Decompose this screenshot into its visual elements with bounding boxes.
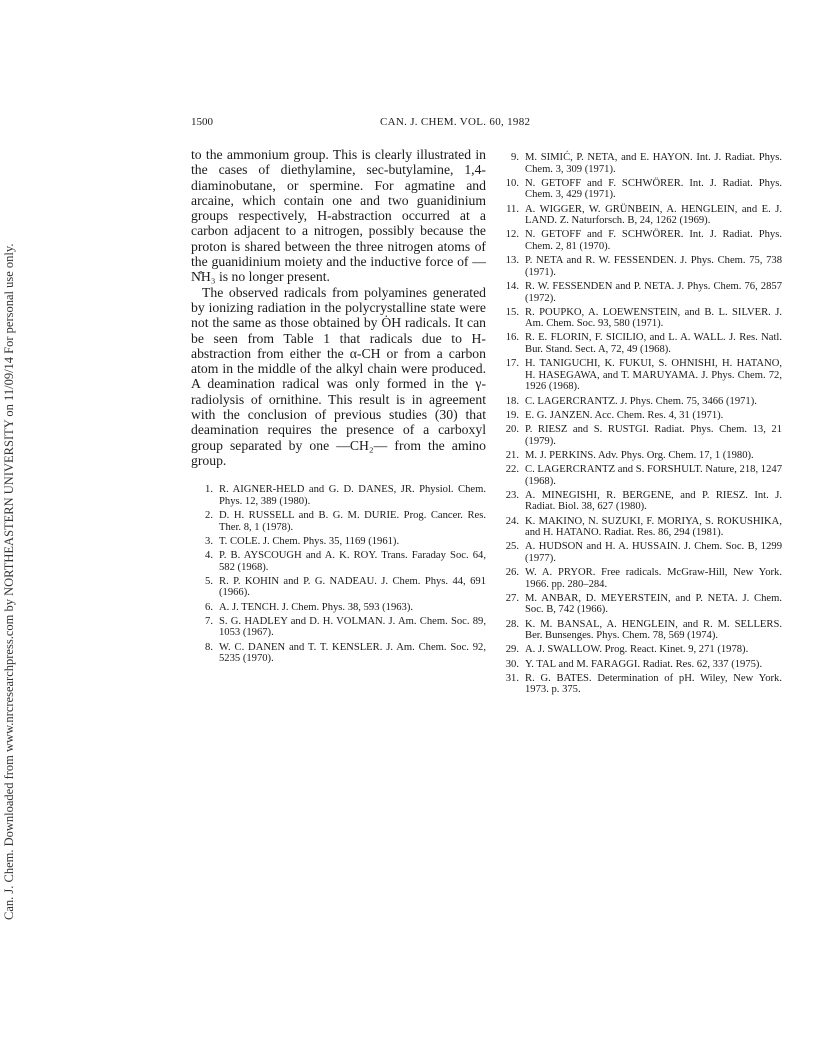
reference-number: 23. xyxy=(505,489,519,501)
reference-text: A. HUDSON and H. A. HUSSAIN. J. Chem. Soc. B, 1299 (1977). xyxy=(525,541,782,564)
reference-item xyxy=(497,358,782,393)
reference-number: 24. xyxy=(505,515,519,527)
reference-text: R. G. BATES. Determination of pH. Wiley, New York. 1973. p. 375. xyxy=(525,672,782,696)
reference-text: M. ANBAR, D. MEYERSTEIN, and P. NETA. J. Chem. Soc. B, 742 (1966). xyxy=(525,592,782,616)
reference-number: 21. xyxy=(505,449,519,461)
reference-number: 14. xyxy=(505,280,519,292)
reference-item xyxy=(497,619,782,642)
reference-item xyxy=(497,516,782,539)
download-watermark-text: Can. J. Chem. Downloaded from www.nrcresearchpress.com by NORTHEASTERN UNIVERSITY on 11/09/14 For personal use only. xyxy=(2,243,16,920)
reference-number: 31. xyxy=(505,672,519,684)
reference-item xyxy=(497,464,782,487)
reference-item xyxy=(497,659,782,671)
reference-number: 7. xyxy=(205,615,213,627)
reference-item xyxy=(191,510,486,533)
reference-text: P. NETA and R. W. FESSENDEN. J. Phys. Chem. 75, 738 (1971). xyxy=(525,255,782,278)
reference-item xyxy=(497,644,782,656)
reference-item xyxy=(497,332,782,355)
reference-item xyxy=(497,229,782,252)
reference-text: R. E. FLORIN, F. SICILIO, and L. A. WALL. J. Res. Natl. Bur. Stand. Sect. A, 72, 49 (1968). xyxy=(525,332,782,356)
reference-text: R. W. FESSENDEN and P. NETA. J. Phys. Chem. 76, 2857 (1972). xyxy=(525,280,782,304)
reference-text: N. GETOFF and F. SCHWÖRER. Int. J. Radiat. Phys. Chem. 3, 429 (1971). xyxy=(525,177,782,201)
reference-number: 1. xyxy=(205,484,213,496)
body-paragraph-2: The observed radicals from polyamines generated by ionizing radiation in the polycrystalline state were not the same as those obtained by ȮH radicals. It can be seen from Table 1 that radicals due to H-abstraction from either the α-CH or from a carbon atom in the middle of the alkyl chain were produced. A deamination radical was only formed in the γ-radiolysis of ornithine. This result is in agreement with the conclusion of previous studies (30) that deamination requires the presence of a carboxyl group separated by one —CH₂— from the amino group. xyxy=(191,284,486,468)
reference-text: W. A. PRYOR. Free radicals. McGraw-Hill, New York. 1966. pp. 280–284. xyxy=(525,567,782,590)
reference-text: N. GETOFF and F. SCHWÖRER. Int. J. Radiat. Phys. Chem. 2, 81 (1970). xyxy=(525,229,782,252)
reference-number: 12. xyxy=(505,229,519,241)
reference-text: D. H. RUSSELL and B. G. M. DURIE. Prog. Cancer. Res. Ther. 8, 1 (1978). xyxy=(219,510,486,533)
reference-item xyxy=(497,178,782,201)
reference-text: E. G. JANZEN. Acc. Chem. Res. 4, 31 (1971). xyxy=(525,409,724,421)
reference-number: 8. xyxy=(205,641,213,653)
reference-number: 25. xyxy=(505,541,519,553)
reference-number: 9. xyxy=(511,152,519,163)
reference-number: 28. xyxy=(505,618,519,630)
reference-text: R. POUPKO, A. LOEWENSTEIN, and B. L. SILVER. J. Am. Chem. Soc. 93, 580 (1971). xyxy=(525,306,782,330)
reference-number: 15. xyxy=(505,306,519,318)
reference-item xyxy=(497,673,782,696)
reference-number: 20. xyxy=(505,424,519,435)
reference-number: 29. xyxy=(505,644,519,656)
reference-number: 22. xyxy=(505,463,519,475)
body-paragraph-1: to the ammonium group. This is clearly illustrated in the cases of diethylamine, sec-butylamine, 1,4-diaminobutane, or spermine. For agmatine and arcaine, which contain one and two guanidinium groups respectively, H-abstraction occurred at a carbon adjacent to a nitrogen, possibly because the proton is shared between the three nitrogen atoms of the guanidinium moiety and the inductive force of —N̊H₃ is no longer present. xyxy=(191,147,486,285)
reference-text: R. AIGNER-HELD and G. D. DANES, JR. Physiol. Chem. Phys. 12, 389 (1980). xyxy=(219,484,486,507)
reference-item xyxy=(497,410,782,422)
reference-number: 18. xyxy=(505,395,519,407)
reference-item xyxy=(497,396,782,408)
right-column xyxy=(497,152,782,699)
reference-item xyxy=(497,204,782,227)
reference-number: 11. xyxy=(506,203,519,215)
reference-text: H. TANIGUCHI, K. FUKUI, S. OHNISHI, H. HATANO, H. HASEGAWA, and T. MARUYAMA. J. Phys. Chem. 72, 1926 (1968). xyxy=(525,358,782,393)
reference-text: T. COLE. J. Chem. Phys. 35, 1169 (1961). xyxy=(219,535,400,547)
reference-text: A. MINEGISHI, R. BERGENE, and P. RIESZ. Int. J. Radiat. Biol. 38, 627 (1980). xyxy=(525,489,782,513)
reference-text: R. P. KOHIN and P. G. NADEAU. J. Chem. Phys. 44, 691 (1966). xyxy=(219,575,486,599)
reference-item xyxy=(191,576,486,599)
reference-text: K. M. BANSAL, A. HENGLEIN, and R. M. SELLERS. Ber. Bunsenges. Phys. Chem. 78, 569 (1974). xyxy=(525,618,782,642)
reference-text: S. G. HADLEY and D. H. VOLMAN. J. Am. Chem. Soc. 89, 1053 (1967). xyxy=(219,615,486,639)
reference-text: A. J. SWALLOW. Prog. React. Kinet. 9, 271 (1978). xyxy=(525,644,749,656)
page-number: 1500 xyxy=(191,116,213,128)
reference-item xyxy=(497,281,782,304)
body-text xyxy=(191,147,486,468)
reference-number: 13. xyxy=(505,255,519,267)
reference-number: 4. xyxy=(205,549,213,561)
reference-text: K. MAKINO, N. SUZUKI, F. MORIYA, S. ROKUSHIKA, and H. HATANO. Radiat. Res. 86, 294 (1981). xyxy=(525,515,782,539)
reference-item xyxy=(497,450,782,462)
reference-number: 3. xyxy=(205,535,213,547)
reference-list-left xyxy=(191,484,486,664)
reference-number: 27. xyxy=(505,592,519,604)
reference-text: A. WIGGER, W. GRÜNBEIN, A. HENGLEIN, and E. J. LAND. Z. Naturforsch. B, 24, 1262 (1969). xyxy=(525,203,782,227)
reference-number: 26. xyxy=(505,567,519,579)
reference-text: M. SIMIĆ, P. NETA, and E. HAYON. Int. J. Radiat. Phys. Chem. 3, 309 (1971). xyxy=(525,152,782,175)
reference-number: 6. xyxy=(205,601,213,613)
reference-number: 5. xyxy=(205,575,213,587)
reference-number: 17. xyxy=(505,358,519,370)
reference-item xyxy=(497,593,782,616)
reference-list-right xyxy=(497,152,782,696)
reference-item xyxy=(191,616,486,639)
reference-item xyxy=(191,550,486,573)
reference-text: A. J. TENCH. J. Chem. Phys. 38, 593 (1963). xyxy=(219,601,414,613)
reference-text: C. LAGERCRANTZ. J. Phys. Chem. 75, 3466 (1971). xyxy=(525,395,757,407)
reference-item xyxy=(191,602,486,614)
reference-text: M. J. PERKINS. Adv. Phys. Org. Chem. 17, 1 (1980). xyxy=(525,449,754,461)
reference-item xyxy=(497,152,782,175)
reference-item xyxy=(497,255,782,278)
reference-text: Y. TAL and M. FARAGGI. Radiat. Res. 62, 337 (1975). xyxy=(525,658,763,670)
left-column xyxy=(191,147,486,667)
reference-text: P. RIESZ and S. RUSTGI. Radiat. Phys. Chem. 13, 21 (1979). xyxy=(525,424,782,447)
reference-number: 19. xyxy=(505,409,519,421)
running-title: CAN. J. CHEM. VOL. 60, 1982 xyxy=(380,116,531,128)
reference-text: P. B. AYSCOUGH and A. K. ROY. Trans. Faraday Soc. 64, 582 (1968). xyxy=(219,549,486,573)
reference-item xyxy=(191,536,486,548)
reference-item xyxy=(191,484,486,507)
reference-item xyxy=(497,567,782,590)
reference-number: 30. xyxy=(505,658,519,670)
reference-item xyxy=(497,490,782,513)
reference-item xyxy=(497,424,782,447)
reference-item xyxy=(497,541,782,564)
reference-number: 16. xyxy=(505,332,519,344)
reference-item xyxy=(191,642,486,665)
download-watermark xyxy=(2,243,29,920)
reference-number: 2. xyxy=(205,510,213,522)
reference-number: 10. xyxy=(505,177,519,189)
reference-item xyxy=(497,307,782,330)
reference-text: W. C. DANEN and T. T. KENSLER. J. Am. Chem. Soc. 92, 5235 (1970). xyxy=(219,641,486,665)
reference-text: C. LAGERCRANTZ and S. FORSHULT. Nature, 218, 1247 (1968). xyxy=(525,463,782,487)
